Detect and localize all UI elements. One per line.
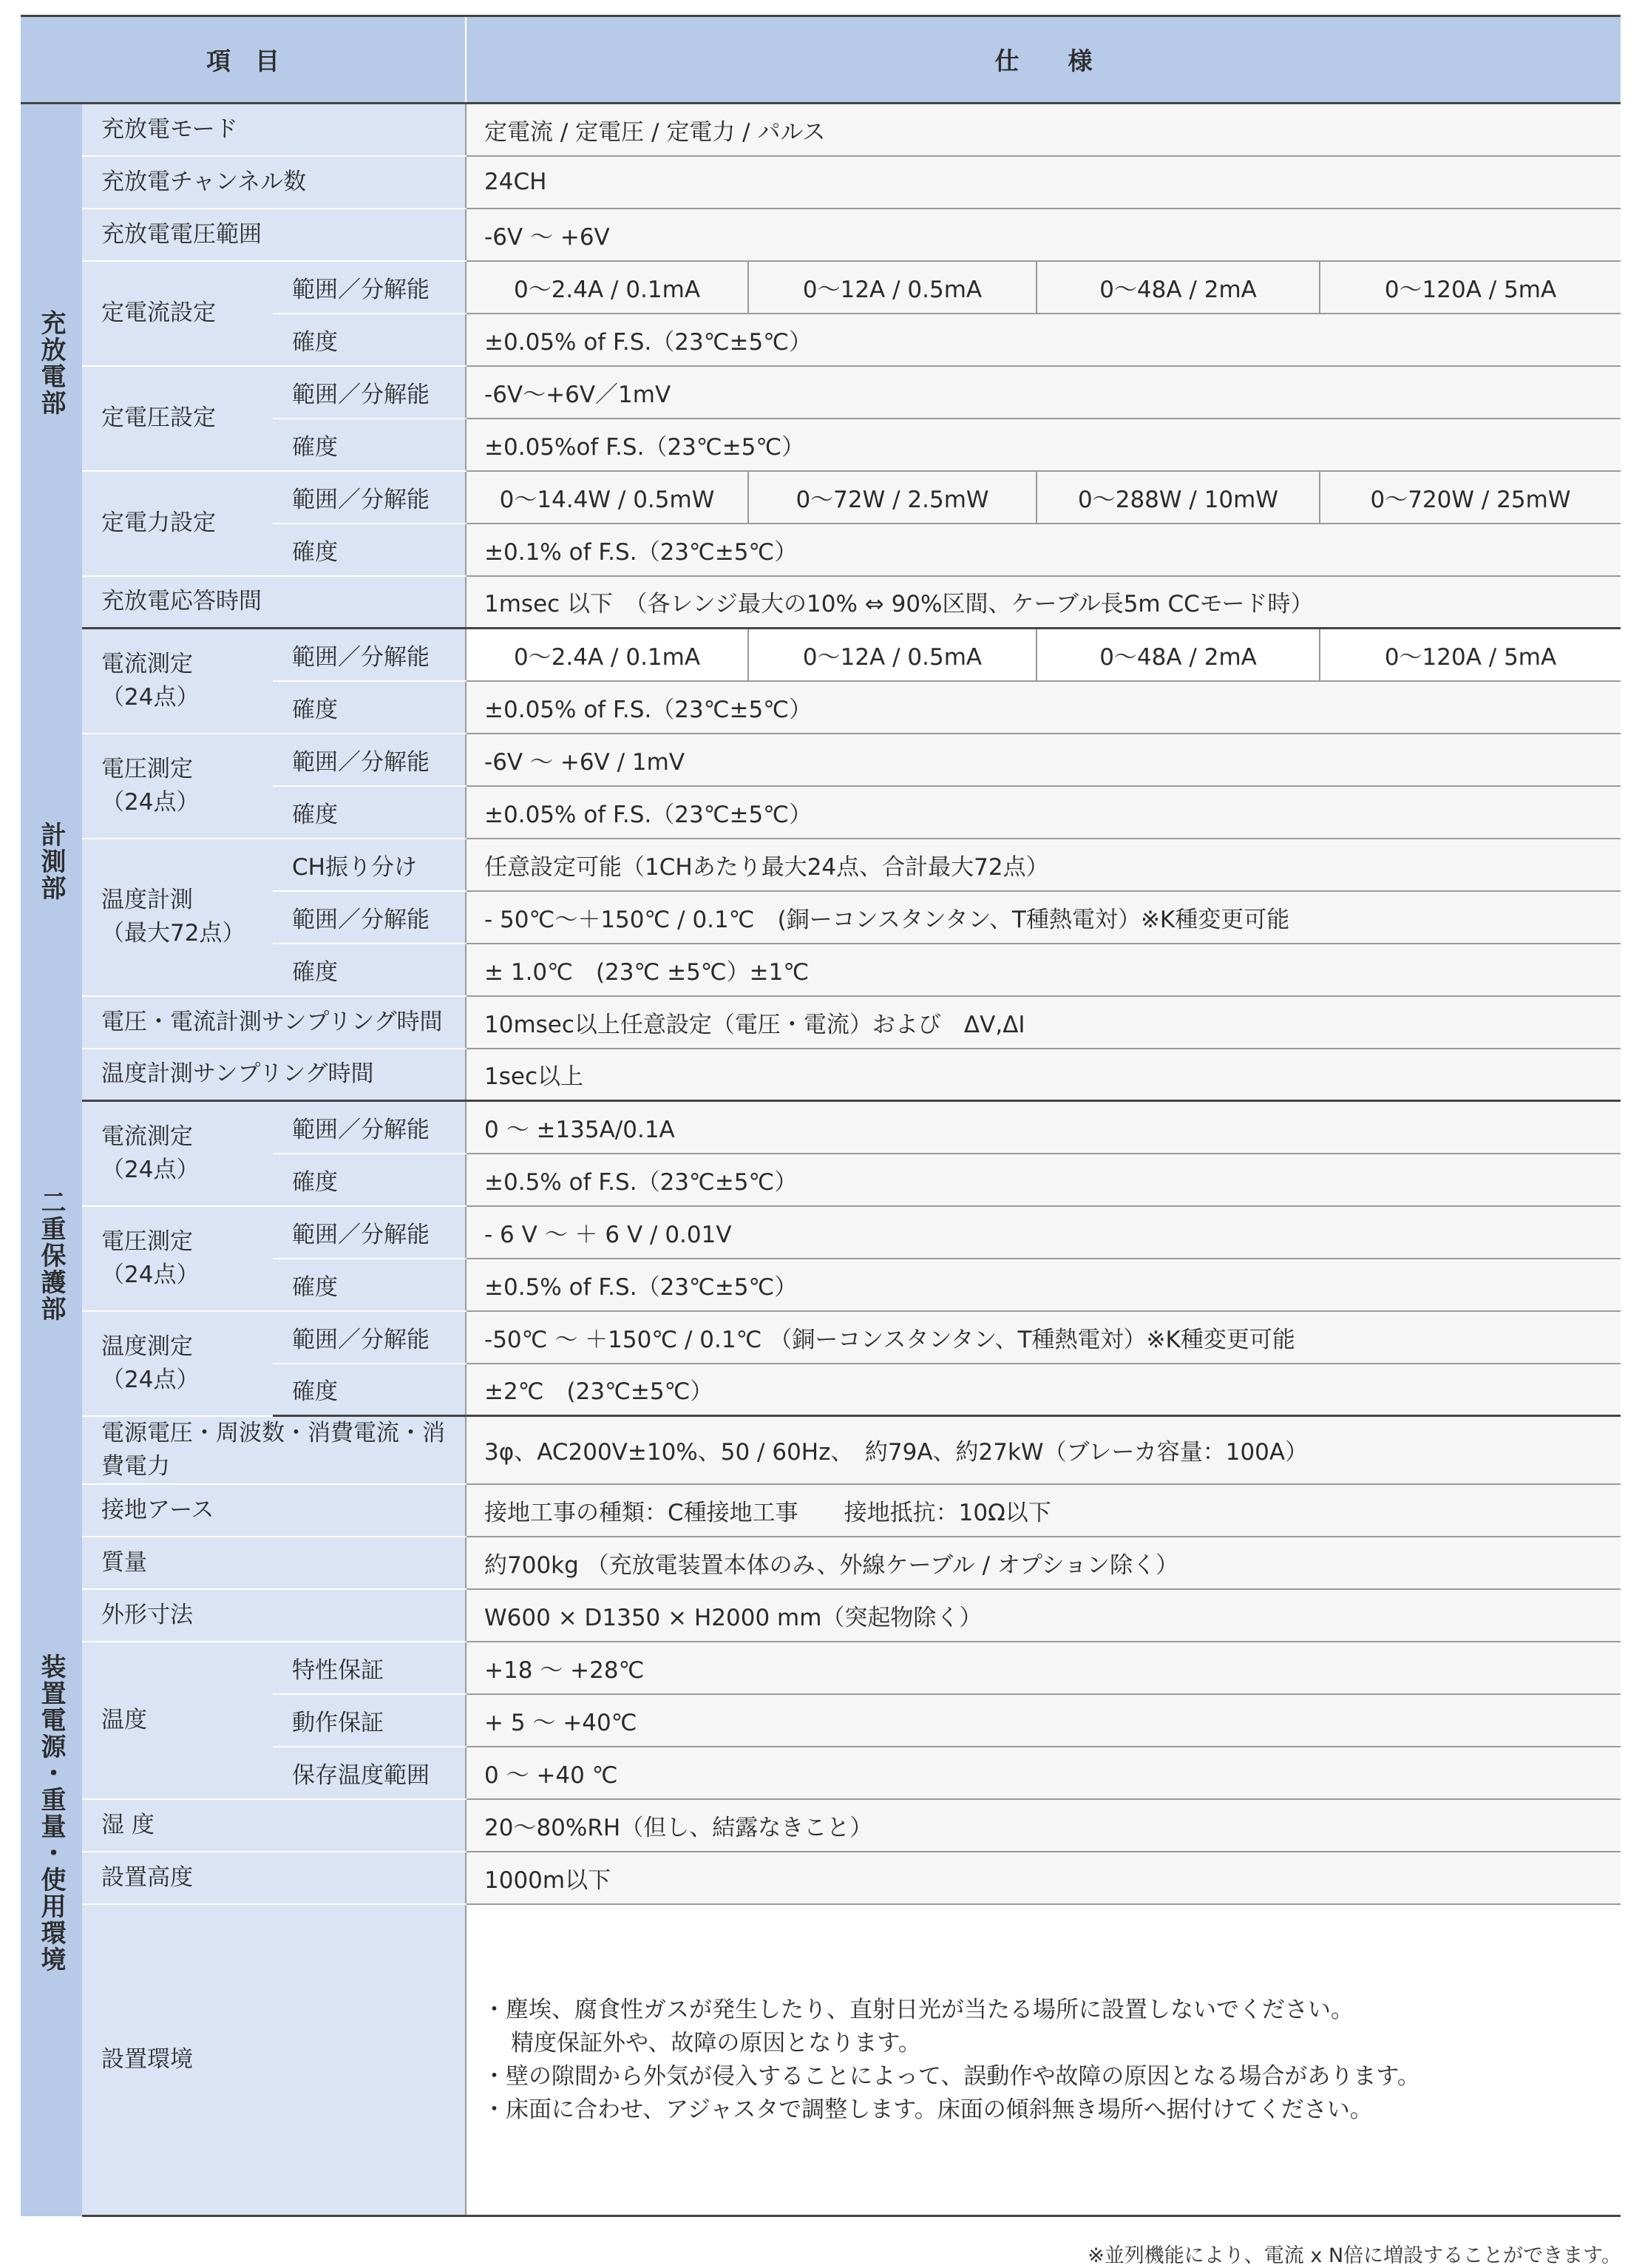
row-value: + 5 ～ +40℃ bbox=[466, 1694, 1621, 1747]
row-value: -6V ～ +6V bbox=[466, 209, 1621, 261]
table-row bbox=[21, 839, 1621, 891]
sub-label: 範囲／分解能 bbox=[273, 891, 466, 944]
row-value: ±0.05%of F.S.（23℃±5℃） bbox=[466, 419, 1621, 471]
row-value: 定電流 / 定電圧 / 定電力 / パルス bbox=[466, 104, 1621, 156]
row-value: ±0.5% of F.S.（23℃±5℃） bbox=[466, 1154, 1621, 1206]
row-label: 接地アース bbox=[82, 1484, 466, 1537]
row-label: 質量 bbox=[82, 1537, 466, 1589]
row-label: 温度測定 （24点） bbox=[82, 1311, 273, 1416]
category-protect: 二重保護部 bbox=[21, 1101, 82, 1416]
row-value: +18 ～ +28℃ bbox=[466, 1642, 1621, 1694]
row-value: ±0.05% of F.S.（23℃±5℃） bbox=[466, 786, 1621, 839]
row-value: -6V～+6V／1mV bbox=[466, 366, 1621, 419]
category-measure: 計測部 bbox=[21, 629, 82, 1101]
category-charge: 充放電部 bbox=[21, 104, 82, 629]
table-row bbox=[21, 1904, 1621, 2216]
row-label: 充放電モード bbox=[82, 104, 466, 156]
row-value: 接地工事の種類：C種接地工事 接地抵抗：10Ω以下 bbox=[466, 1484, 1621, 1537]
env-line: 精度保証外や、故障の原因となります。 bbox=[511, 2029, 921, 2057]
sub-label: 確度 bbox=[273, 681, 466, 734]
sub-label: 確度 bbox=[273, 1364, 466, 1416]
row-label: 電源電圧・周波数・消費電流・消費電力 bbox=[82, 1416, 466, 1484]
row-label: 外形寸法 bbox=[82, 1589, 466, 1642]
table-row bbox=[21, 209, 1621, 261]
table-row bbox=[21, 366, 1621, 419]
row-value: 20～80%RH（但し、結露なきこと） bbox=[466, 1799, 1621, 1852]
range-cell: 0～48A / 2mA bbox=[1037, 629, 1320, 681]
row-value: 任意設定可能（1CHあたり最大24点、合計最大72点） bbox=[466, 839, 1621, 891]
sub-label: 保存温度範囲 bbox=[273, 1747, 466, 1799]
header-row bbox=[21, 16, 1621, 104]
table-row bbox=[21, 104, 1621, 156]
table-row bbox=[21, 1101, 1621, 1154]
range-cell: 0～12A / 0.5mA bbox=[748, 629, 1037, 681]
row-label: 定電流設定 bbox=[82, 261, 273, 366]
table-row bbox=[21, 156, 1621, 209]
table-row bbox=[21, 576, 1621, 629]
table-row bbox=[21, 1589, 1621, 1642]
table-row bbox=[21, 261, 1621, 314]
row-value: W600 × D1350 × H2000 mm（突起物除く） bbox=[466, 1589, 1621, 1642]
table-row bbox=[21, 471, 1621, 524]
sub-label: 範囲／分解能 bbox=[273, 629, 466, 681]
row-label: 定電圧設定 bbox=[82, 366, 273, 471]
sub-label: 確度 bbox=[273, 786, 466, 839]
header-spec: 仕 様 bbox=[466, 16, 1621, 104]
sub-label: 範囲／分解能 bbox=[273, 734, 466, 786]
row-label: 充放電チャンネル数 bbox=[82, 156, 466, 209]
row-value: -50℃ ～ ＋150℃ / 0.1℃ （銅ーコンスタンタン、T種熱電対）※K種変更可能 bbox=[466, 1311, 1621, 1364]
table-row bbox=[21, 1416, 1621, 1484]
row-value: 0 ～ ±135A/0.1A bbox=[466, 1101, 1621, 1154]
range-cell: 0～120A / 5mA bbox=[1320, 261, 1621, 314]
range-cell: 0～2.4A / 0.1mA bbox=[466, 629, 748, 681]
row-label: 温度計測サンプリング時間 bbox=[82, 1049, 466, 1101]
range-cell: 0～288W / 10mW bbox=[1037, 471, 1320, 524]
row-value: ±0.05% of F.S.（23℃±5℃） bbox=[466, 681, 1621, 734]
sub-label: 特性保証 bbox=[273, 1642, 466, 1694]
table-row bbox=[21, 1311, 1621, 1364]
sub-label: CH振り分け bbox=[273, 839, 466, 891]
spec-table bbox=[21, 15, 1621, 2217]
row-value: 約700kg （充放電装置本体のみ、外線ケーブル / オプション除く） bbox=[466, 1537, 1621, 1589]
sub-label: 確度 bbox=[273, 419, 466, 471]
range-cell: 0～720W / 25mW bbox=[1320, 471, 1621, 524]
table-row bbox=[21, 996, 1621, 1049]
sub-label: 範囲／分解能 bbox=[273, 366, 466, 419]
row-label: 電圧測定 （24点） bbox=[82, 1206, 273, 1311]
row-label: 湿 度 bbox=[82, 1799, 466, 1852]
row-label: 設置高度 bbox=[82, 1852, 466, 1904]
row-value: ±2℃ (23℃±5℃） bbox=[466, 1364, 1621, 1416]
env-line: ・壁の隙間から外気が侵入することによって、誤動作や故障の原因となる場合があります。 bbox=[483, 2062, 1420, 2090]
row-value: ±0.5% of F.S.（23℃±5℃） bbox=[466, 1259, 1621, 1311]
sub-label: 範囲／分解能 bbox=[273, 1101, 466, 1154]
sub-label: 範囲／分解能 bbox=[273, 1206, 466, 1259]
row-label: 電圧測定 （24点） bbox=[82, 734, 273, 839]
range-cell: 0～48A / 2mA bbox=[1037, 261, 1320, 314]
env-line: ・塵埃、腐食性ガスが発生したり、直射日光が当たる場所に設置しないでください。 bbox=[483, 1996, 1354, 2023]
range-cell: 0～120A / 5mA bbox=[1320, 629, 1621, 681]
table-row bbox=[21, 1799, 1621, 1852]
env-line: ・床面に合わせ、アジャスタで調整します。床面の傾斜無き場所へ据付けてください。 bbox=[483, 2096, 1373, 2123]
sub-label: 範囲／分解能 bbox=[273, 261, 466, 314]
row-label: 温度 bbox=[82, 1642, 273, 1799]
row-value: 3φ、AC200V±10%、50 / 60Hz、 約79A、約27kW（ブレーカ容量：100A） bbox=[466, 1416, 1621, 1484]
sub-label: 確度 bbox=[273, 314, 466, 366]
category-device: 装置電源・重量・使用環境 bbox=[21, 1416, 82, 2216]
table-row bbox=[21, 1642, 1621, 1694]
sub-label: 確度 bbox=[273, 524, 466, 576]
table-row bbox=[21, 1049, 1621, 1101]
row-value: ± 1.0℃ (23℃ ±5℃）±1℃ bbox=[466, 944, 1621, 996]
footnote: ※並列機能により、電流 x N倍に増設することができます。 bbox=[1088, 2244, 1621, 2267]
sub-label: 動作保証 bbox=[273, 1694, 466, 1747]
table-row bbox=[21, 1852, 1621, 1904]
sub-label: 確度 bbox=[273, 1154, 466, 1206]
table-row bbox=[21, 1484, 1621, 1537]
table-row bbox=[21, 734, 1621, 786]
row-label: 充放電応答時間 bbox=[82, 576, 466, 629]
row-label: 電流測定 （24点） bbox=[82, 1101, 273, 1206]
sub-label: 確度 bbox=[273, 944, 466, 996]
sub-label: 確度 bbox=[273, 1259, 466, 1311]
table-row bbox=[21, 1206, 1621, 1259]
range-cell: 0～12A / 0.5mA bbox=[748, 261, 1037, 314]
env-notes bbox=[466, 1904, 1621, 2216]
row-value: -6V ～ +6V / 1mV bbox=[466, 734, 1621, 786]
row-value: 1sec以上 bbox=[466, 1049, 1621, 1101]
row-value: ±0.1% of F.S.（23℃±5℃） bbox=[466, 524, 1621, 576]
row-label: 電圧・電流計測サンプリング時間 bbox=[82, 996, 466, 1049]
row-value: 1000m以下 bbox=[466, 1852, 1621, 1904]
row-value: ±0.05% of F.S.（23℃±5℃） bbox=[466, 314, 1621, 366]
row-value: - 50℃～＋150℃ / 0.1℃ (銅ーコンスタンタン、T種熱電対）※K種変更可能 bbox=[466, 891, 1621, 944]
range-cell: 0～2.4A / 0.1mA bbox=[466, 261, 748, 314]
range-cell: 0～72W / 2.5mW bbox=[748, 471, 1037, 524]
row-label: 定電力設定 bbox=[82, 471, 273, 576]
sub-label: 範囲／分解能 bbox=[273, 471, 466, 524]
row-label: 設置環境 bbox=[82, 1904, 466, 2216]
row-label: 温度計測 （最大72点） bbox=[82, 839, 273, 996]
range-cell: 0～14.4W / 0.5mW bbox=[466, 471, 748, 524]
row-value: 1msec 以下 （各レンジ最大の10% ⇔ 90%区間、ケーブル長5m CCモード時） bbox=[466, 576, 1621, 629]
sub-label: 範囲／分解能 bbox=[273, 1311, 466, 1364]
row-value: 10msec以上任意設定（電圧・電流）および ΔV,ΔI bbox=[466, 996, 1621, 1049]
row-value: 24CH bbox=[466, 156, 1621, 209]
row-value: - 6 V ～ ＋ 6 V / 0.01V bbox=[466, 1206, 1621, 1259]
row-label: 電流測定 （24点） bbox=[82, 629, 273, 734]
row-label: 充放電電圧範囲 bbox=[82, 209, 466, 261]
row-value: 0 ～ +40 ℃ bbox=[466, 1747, 1621, 1799]
table-row bbox=[21, 629, 1621, 681]
table-row bbox=[21, 1537, 1621, 1589]
header-item: 項 目 bbox=[21, 16, 466, 104]
